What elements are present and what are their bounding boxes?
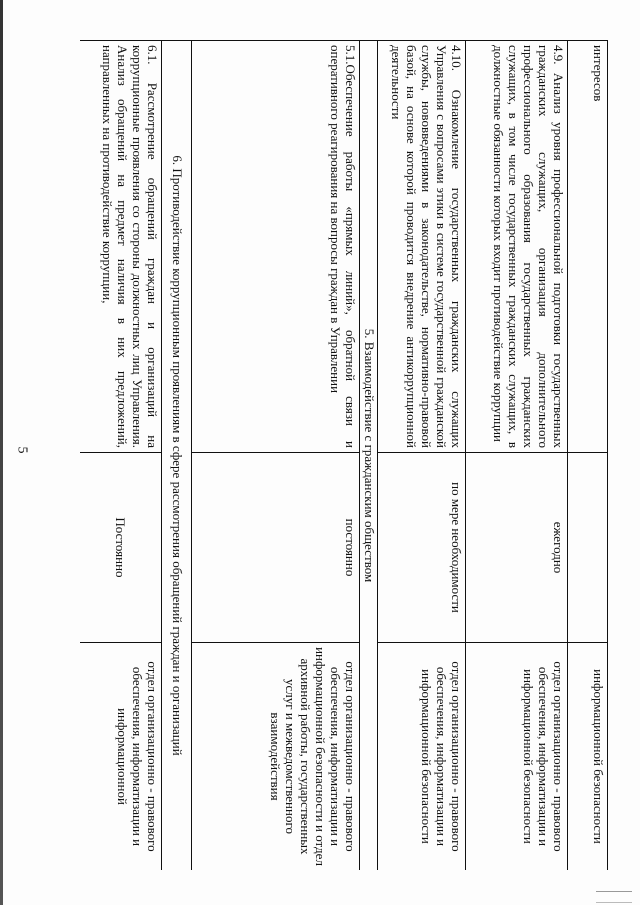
table-row (378, 41, 466, 871)
rotated-table-canvas (80, 40, 608, 870)
measure-cell: 6.1. Рассмотрение обращений граждан и организаций на коррупционные проявления со стороны должностных лиц Управления. Анализ обращений на предмет наличия в них предложений, направленных на противодействие коррупции, (80, 41, 162, 453)
responsible-cell: информационной безопасности (568, 643, 608, 871)
deadline-cell: по мере необходимости (378, 453, 466, 643)
scan-edge-shadow (0, 0, 3, 905)
table-row (568, 41, 608, 871)
page-number: 5 (14, 446, 30, 454)
responsible-cell: отдел организационно - правового обеспечения, информатизации и информационной безопасности и отдел архивной работы, государственных услуг и межведомственного взаимодействия (192, 643, 360, 871)
responsible-cell: отдел организационно - правового обеспечения, информатизации и информационной (80, 643, 162, 871)
measure-cell: 4.10. Ознакомление государственных гражданских служащих Управления с вопросами этики в системе государственной гражданской службы, нововведениями в законодательстве, нормативно-правовой базой, на основе которой проводится внедрение антикоррупционной деятельности (378, 41, 466, 453)
scan-edge-mark (596, 891, 632, 903)
measure-cell: 5.1.Обеспечение работы «прямых линий», обратной связи и оперативного реагирования на вопросы граждан в Управлении (192, 41, 360, 453)
section-title: 6. Противодействие коррупционным проявлениям в сфере рассмотрения обращений граждан и организаций (162, 41, 192, 871)
measure-cell: 4.9. Анализ уровня профессиональной подготовки государственных гражданских служащих, организация дополнительного профессионального образования государственных гражданских служащих, в том числе государственных гражданских служащих, в должностные обязанности которых входит противодействие коррупции (466, 41, 568, 453)
responsible-cell: отдел организационно - правового обеспечения, информатизации и информационной безопасности (466, 643, 568, 871)
section-row (360, 41, 378, 871)
deadline-cell: постоянно (192, 453, 360, 643)
deadline-cell: Постоянно (80, 453, 162, 643)
deadline-cell: ежегодно (466, 453, 568, 643)
measure-cell: интересов (568, 41, 608, 453)
table-row (192, 41, 360, 871)
section-row (162, 41, 192, 871)
rotated-table-wrapper (80, 40, 608, 870)
table-row (80, 41, 162, 871)
deadline-cell (568, 453, 608, 643)
responsible-cell: отдел организационно - правового обеспечения, информатизации и информационной безопасности (378, 643, 466, 871)
section-title: 5. Взаимодействие с гражданским обществом (360, 41, 378, 871)
measures-table (80, 40, 608, 870)
table-row (466, 41, 568, 871)
